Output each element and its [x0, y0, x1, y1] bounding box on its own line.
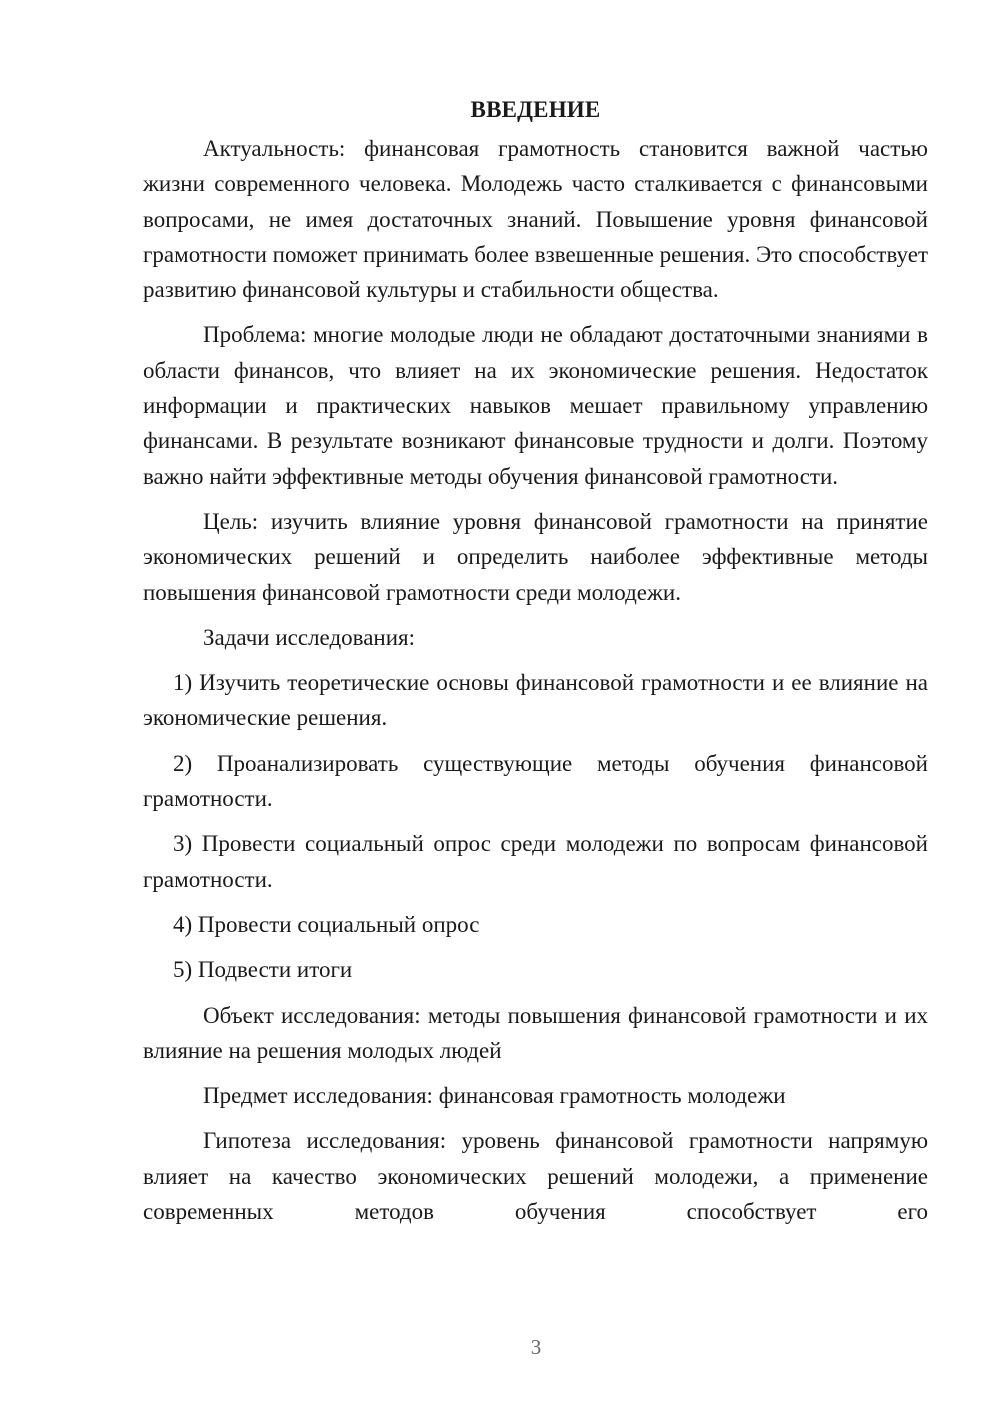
paragraph-subject: Предмет исследования: финансовая грамотность молодежи: [203, 1083, 786, 1109]
paragraph-problem: Проблема: многие молодые люди не обладают достаточными знаниями в области финансов, что влияет на их экономические решения. Недостаток информации и практических навыков мешает правильному управлению финансами. В результате возникают финансовые трудности и долги. Поэтому важно найти эффективные методы обучения финансовой грамотности.: [143, 322, 928, 489]
paragraph-goal: Цель: изучить влияние уровня финансовой грамотности на принятие экономических решений и определить наиболее эффективные методы повышения финансовой грамотности среди молодежи.: [143, 508, 928, 605]
paragraph-object: Объект исследования: методы повышения финансовой грамотности и их влияние на решения молодых людей: [143, 1002, 928, 1063]
document-page: [143, 92, 928, 1239]
section-heading: ВВЕДЕНИЕ: [470, 97, 601, 122]
paragraph-hypothesis: Гипотеза исследования: уровень финансовой грамотности напрямую влияет на качество экономических решений молодежи, а применение современных методов обучения способствует его: [143, 1128, 928, 1225]
task-item-4: 4) Провести социальный опрос: [173, 911, 480, 937]
paragraph-tasks-title: Задачи исследования:: [203, 624, 416, 650]
task-item-3: 3) Провести социальный опрос среди молодежи по вопросам финансовой грамотности.: [143, 831, 928, 892]
task-item-2: 2) Проанализировать существующие методы обучения финансовой грамотности.: [143, 750, 928, 812]
page-number: 3: [530, 1335, 542, 1359]
task-item-1: 1) Изучить теоретические основы финансовой грамотности и ее влияние на экономические решения.: [143, 670, 928, 731]
paragraph-relevance: Актуальность: финансовая грамотность становится важной частью жизни современного человека. Молодежь часто сталкивается с финансовыми вопросами, не имея достаточных знаний. Повышение уровня финансовой грамотности поможет принимать более взвешенные решения. Это способствует развитию финансовой культуры и стабильности общества.: [143, 136, 928, 303]
task-item-5: 5) Подвести итоги: [173, 957, 353, 983]
